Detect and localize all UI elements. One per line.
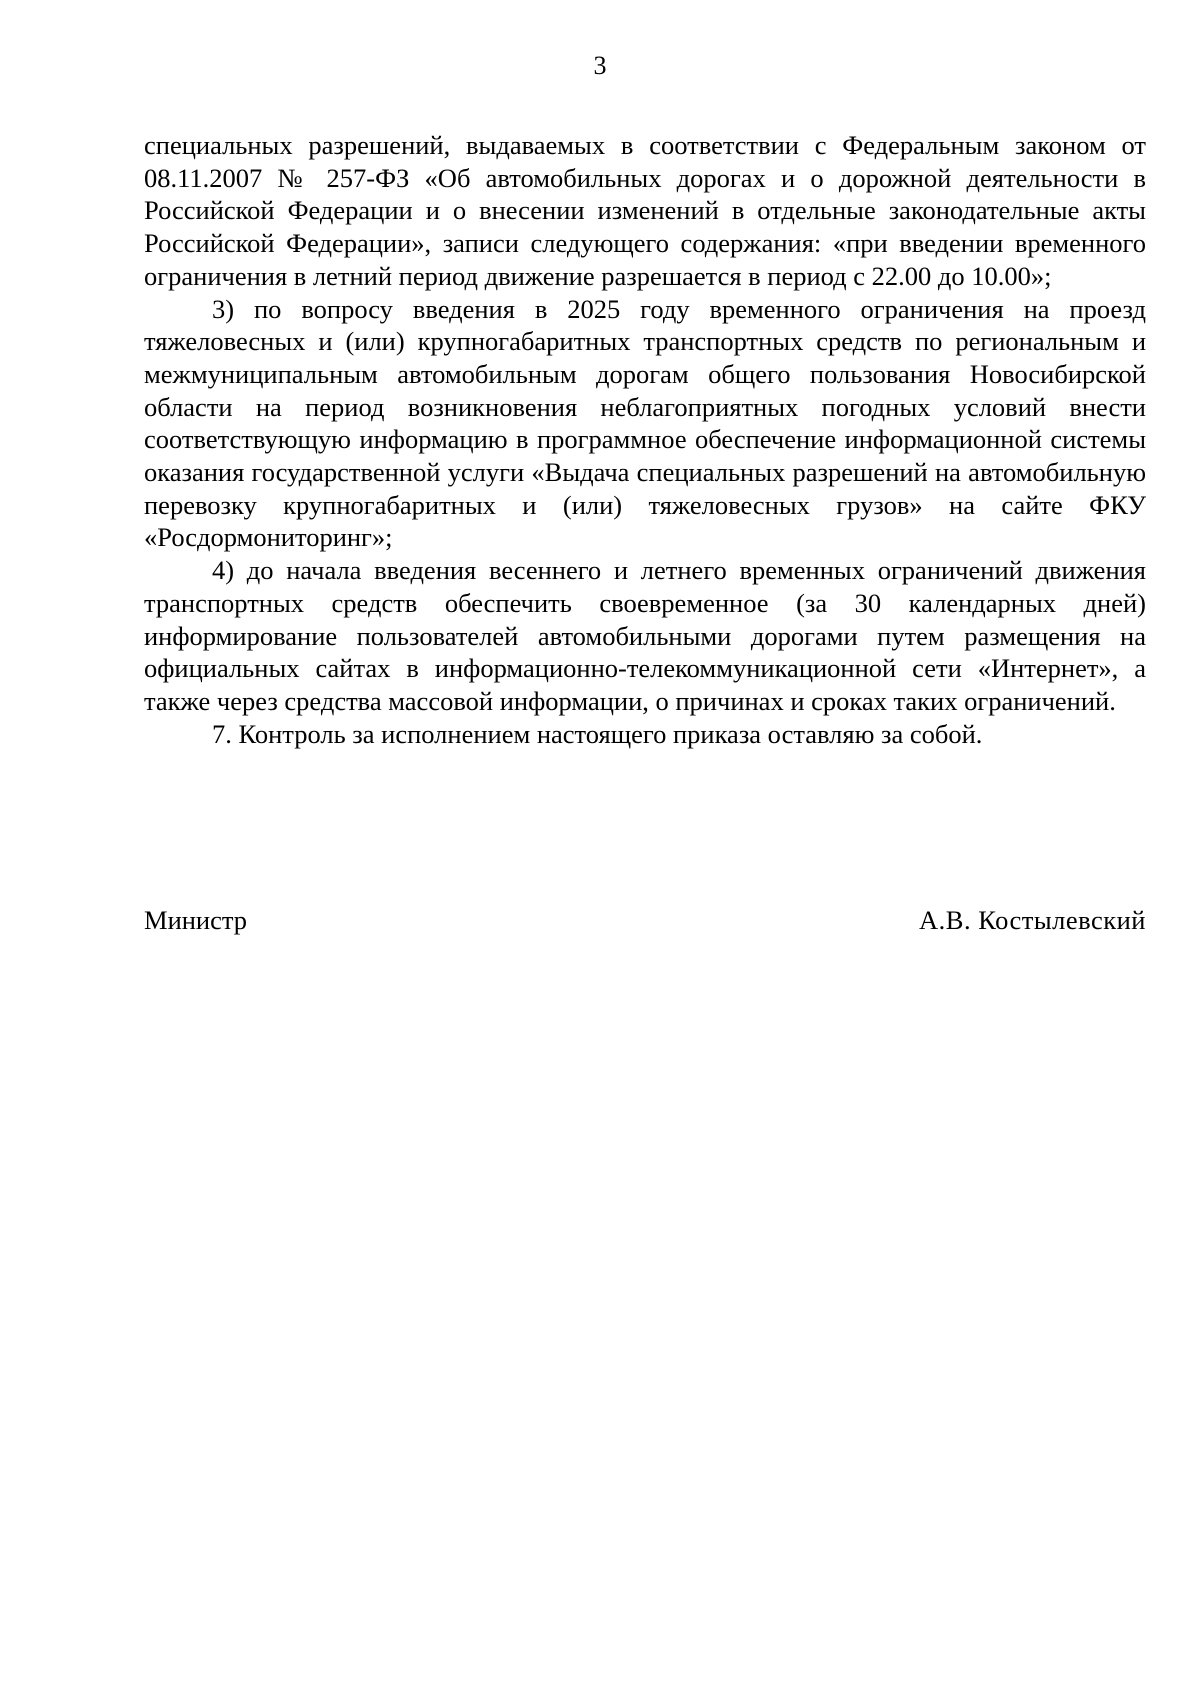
- paragraph-continuation: специальных разрешений, выдаваемых в соответствии с Федеральным законом от 08.11.2007 № 257-ФЗ «Об автомобильных дорогах и о дорожной деятельности в Российской Федерации и о внесении изменений в отдельные законодательные акты Российской Федерации», записи следующего содержания: «при введении временного ограничения в летний период движение разрешается в период с 22.00 до 10.00»;: [144, 130, 1146, 291]
- paragraph-item-4: 4) до начала введения весеннего и летнего временных ограничений движения транспортных средств обеспечить своевременное (за 30 календарных дней) информирование пользователей автомобильными дорогами путем размещения на официальных сайтах в информационно-телекоммуникационной сети «Интернет», а также через средства массовой информации, о причинах и сроках таких ограничений.: [144, 555, 1146, 716]
- page-number: 3: [593, 51, 607, 80]
- paragraph-item-3: 3) по вопросу введения в 2025 году временного ограничения на проезд тяжеловесных и (или) крупногабаритных транспортных средств по региональным и межмуниципальным автомобильным дорогам общего пользования Новосибирской области на период возникновения неблагоприятных погодных условий внести соответствующую информацию в программное обеспечение информационной системы оказания государственной услуги «Выдача специальных разрешений на автомобильную перевозку крупногабаритных и (или) тяжеловесных грузов» на сайте ФКУ «Росдормониторинг»;: [144, 293, 1146, 553]
- paragraph-item-7: 7. Контроль за исполнением настоящего приказа оставляю за собой.: [212, 718, 983, 749]
- signatory-position: Министр: [144, 905, 248, 935]
- document-body: [144, 129, 1146, 750]
- signatory-name: А.В. Костылевский: [919, 905, 1146, 935]
- signature-block: [144, 904, 1146, 936]
